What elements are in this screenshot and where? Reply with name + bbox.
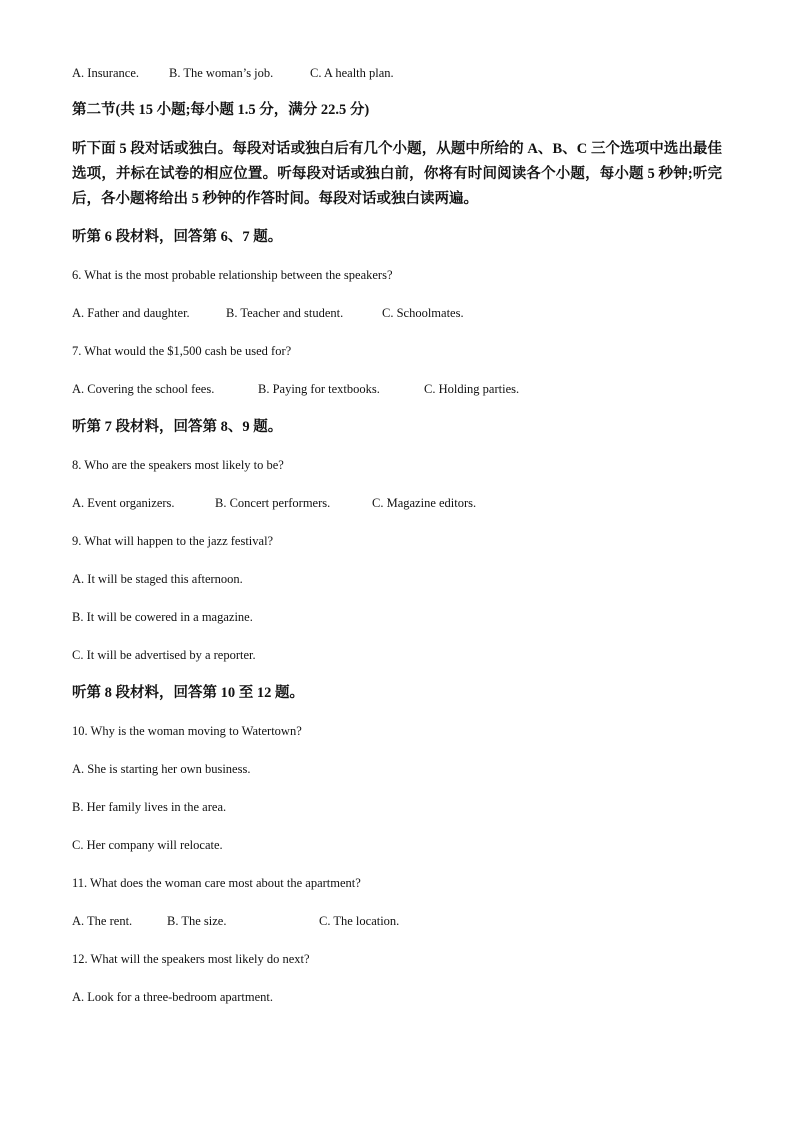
- question-6: 6. What is the most probable relationship between the speakers?: [72, 268, 393, 282]
- q7-option-c: C. Holding parties.: [424, 382, 520, 396]
- question-10: 10. Why is the woman moving to Watertown?: [72, 724, 302, 738]
- question-7: 7. What would the $1,500 cash be used for?: [72, 344, 292, 358]
- group-8-heading: 听第 8 段材料，回答第 10 至 12 题。: [72, 685, 304, 701]
- q9-option-a: A. It will be staged this afternoon.: [72, 572, 243, 586]
- q8-option-c: C. Magazine editors.: [372, 496, 477, 510]
- section-title: 第二节(共 15 小题;每小题 1.5 分，满分 22.5 分): [72, 102, 370, 118]
- q7-option-a: A. Covering the school fees.: [72, 382, 215, 396]
- question-12: 12. What will the speakers most likely do next?: [72, 952, 310, 966]
- q5-option-b: B. The woman’s job.: [169, 66, 274, 80]
- q9-option-c: C. It will be advertised by a reporter.: [72, 648, 256, 662]
- q10-option-a: A. She is starting her own business.: [72, 762, 251, 776]
- q10-option-b: B. Her family lives in the area.: [72, 800, 227, 814]
- q11-option-c: C. The location.: [319, 914, 400, 928]
- q11-option-b: B. The size.: [167, 914, 227, 928]
- q6-option-b: B. Teacher and student.: [226, 306, 344, 320]
- question-6-options: [72, 305, 464, 321]
- question-7-options: [72, 381, 519, 397]
- question-8-options: [72, 495, 476, 511]
- q7-option-b: B. Paying for textbooks.: [258, 382, 380, 396]
- group-6-heading: 听第 6 段材料，回答第 6、7 题。: [72, 229, 283, 245]
- q11-option-a: A. The rent.: [72, 914, 133, 928]
- question-9: 9. What will happen to the jazz festival?: [72, 534, 274, 548]
- question-11-options: [72, 913, 399, 929]
- q10-option-c: C. Her company will relocate.: [72, 838, 223, 852]
- q5-option-c: C. A health plan.: [310, 66, 394, 80]
- q12-option-a: A. Look for a three-bedroom apartment.: [72, 990, 273, 1004]
- q9-option-b: B. It will be cowered in a magazine.: [72, 610, 253, 624]
- q8-option-a: A. Event organizers.: [72, 496, 175, 510]
- section-instructions: 听下面 5 段对话或独白。每段对话或独白后有几个小题，从题中所给的 A、B、C 三个选项中选出最佳选项，并标在试卷的相应位置。听每段对话或独白前，你将有时间阅读各个小题，每小题 5 秒钟;听完后，各小题将给出 5 秒钟的作答时间。每段对话或独白读两遍。: [72, 141, 722, 207]
- question-8: 8. Who are the speakers most likely to be?: [72, 458, 284, 472]
- q6-option-a: A. Father and daughter.: [72, 306, 190, 320]
- q8-option-b: B. Concert performers.: [215, 496, 331, 510]
- q5-options: [72, 65, 394, 81]
- q5-option-a: A. Insurance.: [72, 66, 139, 80]
- question-11: 11. What does the woman care most about the apartment?: [72, 876, 361, 890]
- q6-option-c: C. Schoolmates.: [382, 306, 464, 320]
- group-7-heading: 听第 7 段材料，回答第 8、9 题。: [72, 419, 283, 435]
